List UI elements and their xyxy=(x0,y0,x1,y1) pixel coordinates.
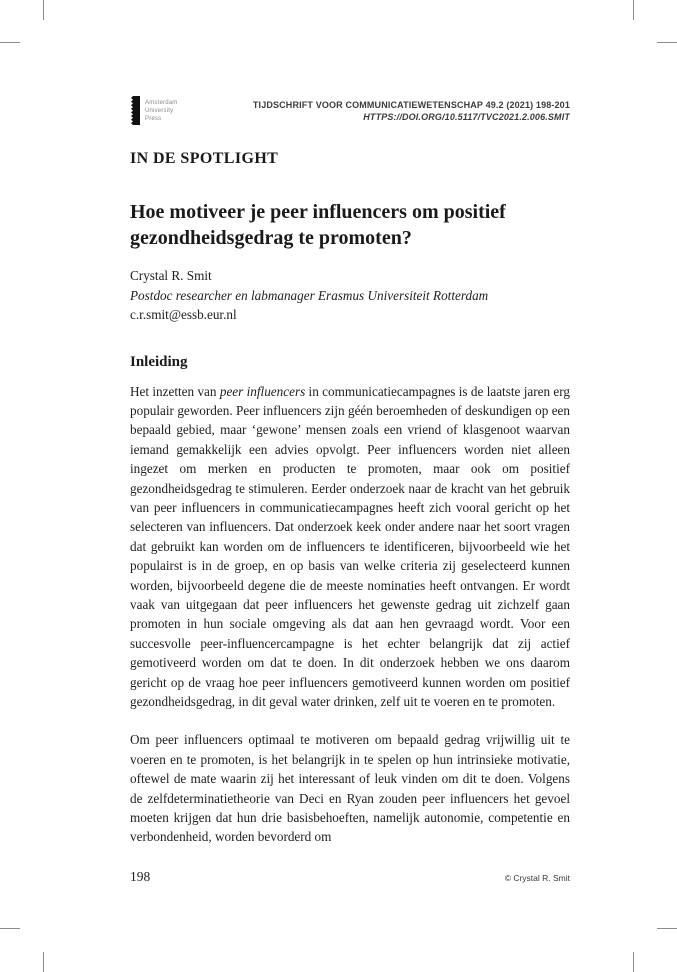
crop-mark-bottom-left-vertical xyxy=(43,952,44,972)
page-footer xyxy=(130,869,570,885)
crop-mark-top-right-horizontal xyxy=(657,42,677,43)
crop-mark-top-right-vertical xyxy=(633,0,634,20)
page-header xyxy=(130,96,570,125)
aup-comb-logo-icon xyxy=(130,96,140,125)
article-title xyxy=(130,199,570,251)
author-affiliation: Postdoc researcher en labmanager Erasmus Universiteit Rotterdam xyxy=(130,287,489,303)
article-title-line-1: Hoe motiveer je peer influencers om positief xyxy=(130,201,506,223)
doi-line: HTTPS://DOI.ORG/10.5117/TVC2021.2.006.SMIT xyxy=(363,111,570,122)
author-email: c.r.smit@essb.eur.nl xyxy=(130,307,237,322)
crop-mark-bottom-right-horizontal xyxy=(657,928,677,929)
journal-info xyxy=(253,96,570,123)
publisher-logo-text xyxy=(145,96,177,123)
page-number: 198 xyxy=(130,869,151,884)
crop-mark-bottom-left-horizontal xyxy=(0,928,20,929)
paragraph-1: Het inzetten van peer influencers in communicatiecampagnes is de laatste jaren erg populair geworden. Peer influencers zijn géén beroemheden of deskundigen op een bepaald gebied, maar ‘gewone’ mensen zoals een vriend of klasgenoot waarvan iemand gemakkelijk een advies opvolgt. Peer influencers worden niet alleen ingezet om merken en producten te promoten, maar ook om positief gezondheidsgedrag te stimuleren. Eerder onderzoek naar de kracht van het gebruik van peer influencers in communicatiecampagnes heeft zich vooral gericht op het selecteren van influencers. Dat onderzoek keek onder andere naar het soort vragen dat gebruikt kan worden om de influencers te identificeren, bijvoorbeeld wie het populairst is in de groep, en op basis van welke criteria zij geselecteerd kunnen worden, bijvoorbeeld degene die de meeste nominaties heeft ontvangen. Er wordt vaak van uitgegaan dat peer influencers het gewenste gedrag uit zichzelf gaan promoten in hun sociale omgeving als dat aan hen gevraagd wordt. Voor een succesvolle peer-influencercampagne is het echter belangrijk dat zij actief gemotiveerd worden om dat te doen. In dit onderzoek hebben we ons daarom gericht op de vraag hoe peer influencers gemotiveerd kunnen worden om positief gezondheidsgedrag, in dit geval water drinken, zelf uit te voeren en te promoten. xyxy=(130,383,570,709)
logo-line-1: Amsterdam xyxy=(145,100,178,106)
crop-mark-top-left-horizontal xyxy=(0,42,20,43)
section-heading-inleiding: Inleiding xyxy=(130,353,188,370)
author-name: Crystal R. Smit xyxy=(130,268,212,283)
page-body xyxy=(130,96,570,862)
journal-citation: TIJDSCHRIFT VOOR COMMUNICATIEWETENSCHAP 49.2 (2021) 198-201 xyxy=(252,100,570,110)
author-block xyxy=(130,266,570,325)
logo-line-3: Press xyxy=(145,116,162,122)
article-title-line-2: gezondheidsgedrag te promoten? xyxy=(130,227,412,249)
crop-mark-bottom-right-vertical xyxy=(633,952,634,972)
crop-mark-top-left-vertical xyxy=(43,0,44,20)
section-label: IN DE SPOTLIGHT xyxy=(130,150,279,167)
publisher-logo xyxy=(130,96,177,125)
paragraph-2: Om peer influencers optimaal te motiveren om bepaald gedrag vrijwillig uit te voeren en te promoten, is het belangrijk in te spelen op hun intrinsieke motivatie, oftewel de mate waarin zij het interessant of leuk vinden om dit te doen. Volgens de zelfdeterminatietheorie van Deci en Ryan zouden peer influencers het gevoel moeten krijgen dat hun drie basisbehoeften, namelijk autonomie, competentie en verbondenheid, worden bevorderd om xyxy=(130,732,570,845)
logo-line-2: University xyxy=(145,108,174,114)
copyright-notice: © Crystal R. Smit xyxy=(504,873,570,883)
